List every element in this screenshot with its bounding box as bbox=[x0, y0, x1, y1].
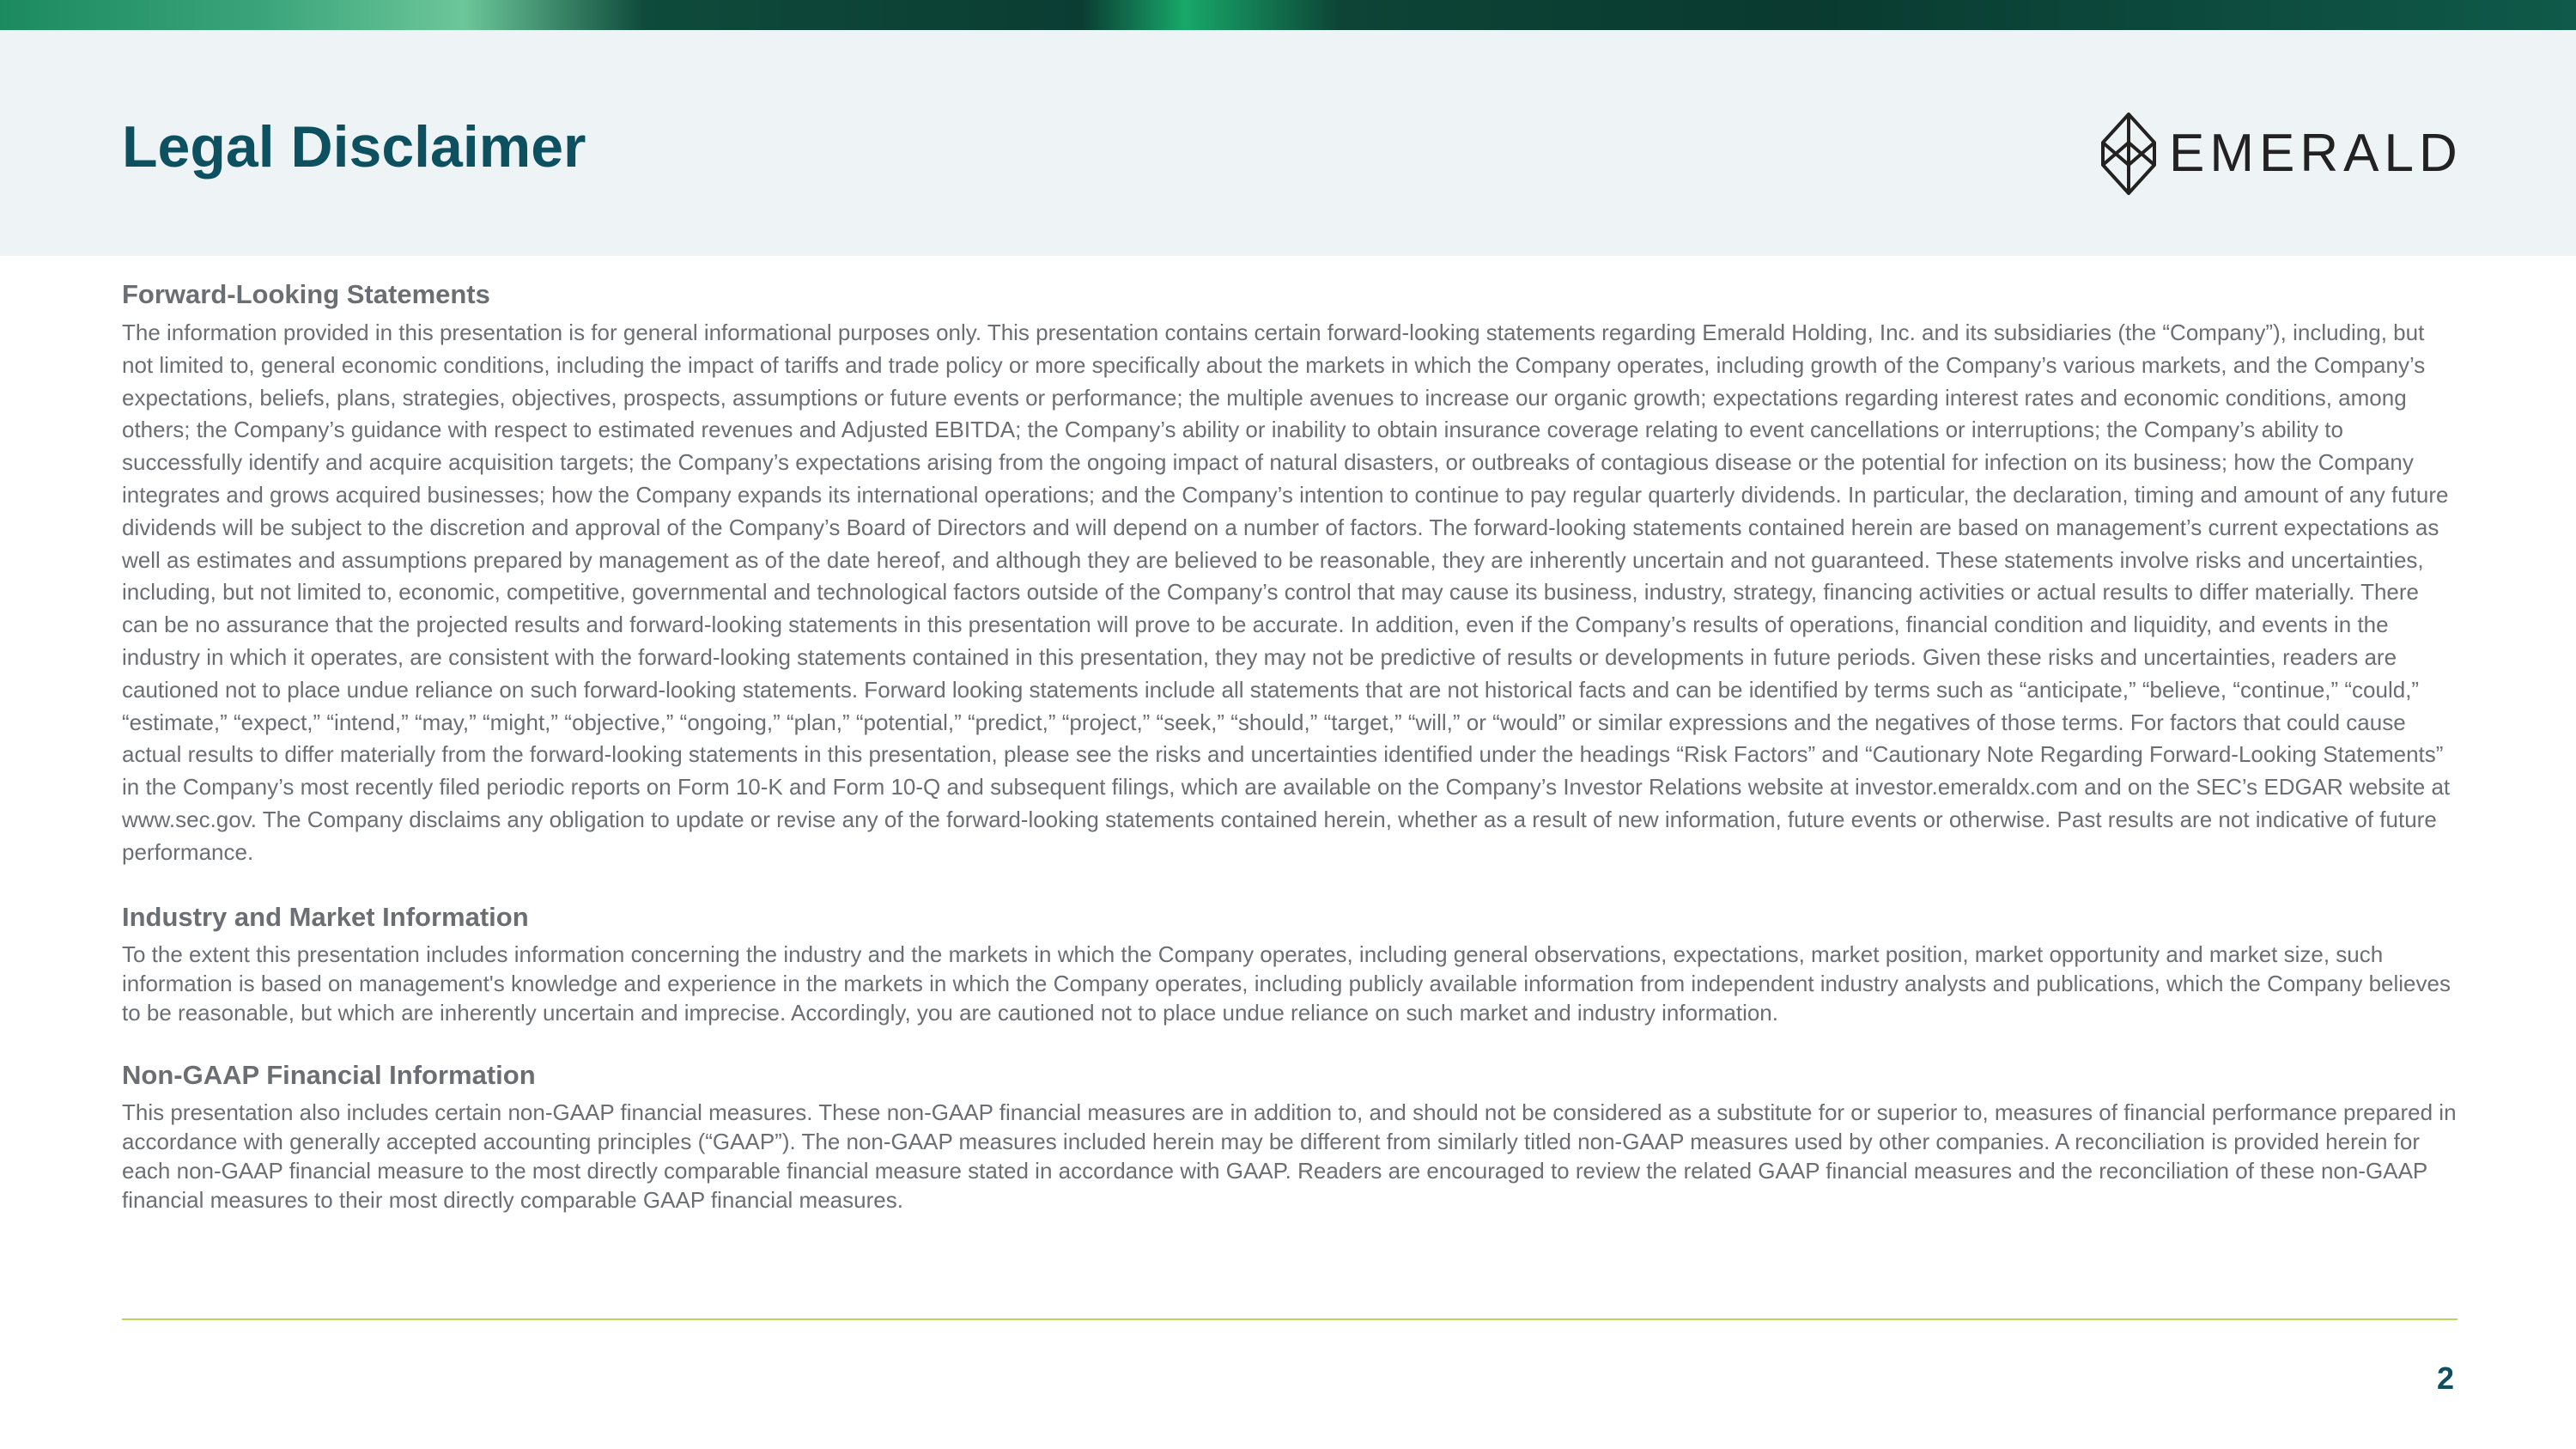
section-industry-market bbox=[122, 902, 2458, 1027]
emerald-gem-icon bbox=[2100, 112, 2157, 196]
top-decorative-band bbox=[0, 0, 2576, 30]
section-heading: Non-GAAP Financial Information bbox=[122, 1059, 536, 1090]
section-body: To the extent this presentation includes information concerning the industry and the markets in which the Company operates, including general observations, expectations, market position, market opportunity and market size, such information is based on management's knowledge and experience in the markets in which the Company operates, including publicly available information from independent industry analysts and publications, which the Company believes to be reasonable, but which are inherently uncertain and imprecise. Accordingly, you are cautioned not to place undue reliance on such market and industry information. bbox=[122, 941, 2451, 1026]
logo-wordmark: EMERALD bbox=[2169, 124, 2463, 183]
section-body: This presentation also includes certain non-GAAP financial measures. These non-GAAP financial measures are in addition to, and should not be considered as a substitute for or superior to, measures of financial performance prepared in accordance with generally accepted accounting principles (“GAAP”). The non-GAAP measures included herein may be different from similarly titled non-GAAP measures used by other companies. A reconciliation is provided herein for each non-GAAP financial measure to the most directly comparable financial measure stated in accordance with GAAP. Readers are encouraged to review the related GAAP financial measures and the reconciliation of these non-GAAP financial measures to their most directly comparable GAAP financial measures. bbox=[122, 1099, 2457, 1213]
page-title: Legal Disclaimer bbox=[122, 114, 586, 180]
footer-divider bbox=[122, 1318, 2458, 1320]
section-body: The information provided in this presentation is for general informational purposes only. This presentation contains certain forward-looking statements regarding Emerald Holding, Inc. and its subsidiaries (the “Company”), including, but not limited to, general economic conditions, including the impact of tariffs and trade policy or more specifically about the markets in which the Company operates, including growth of the Company’s various markets, and the Company’s expectations, beliefs, plans, strategies, objectives, prospects, assumptions or future events or performance; the multiple avenues to increase our organic growth; expectations regarding interest rates and economic conditions, among others; the Company’s guidance with respect to estimated revenues and Adjusted EBITDA; the Company’s ability or inability to obtain insurance coverage relating to event cancellations or interruptions; the Company’s ability to successfully identify and acquire acquisition targets; the Company’s expectations arising from the ongoing impact of natural disasters, or outbreaks of contagious disease or the potential for infection on its business; how the Company integrates and grows acquired businesses; how the Company expands its international operations; and the Company’s intention to continue to pay regular quarterly dividends. In particular, the declaration, timing and amount of any future dividends will be subject to the discretion and approval of the Company’s Board of Directors and will depend on a number of factors. The forward-looking statements contained herein are based on management’s current expectations as well as estimates and assumptions prepared by management as of the date hereof, and although they are believed to be reasonable, they are inherently uncertain and not guaranteed. These statements involve risks and uncertainties, including, but not limited to, economic, competitive, governmental and technological factors outside of the Company’s control that may cause its business, industry, strategy, financing activities or actual results to differ materially. There can be no assurance that the projected results and forward-looking statements in this presentation will prove to be accurate. In addition, even if the Company’s results of operations, financial condition and liquidity, and events in the industry in which it operates, are consistent with the forward-looking statements contained in this presentation, they may not be predictive of results or developments in future periods. Given these risks and uncertainties, readers are cautioned not to place undue reliance on such forward-looking statements. Forward looking statements include all statements that are not historical facts and can be identified by terms such as “anticipate,” “believe, “continue,” “could,” “estimate,” “expect,” “intend,” “may,” “might,” “objective,” “ongoing,” “plan,” “potential,” “predict,” “project,” “seek,” “should,” “target,” “will,” or “would” or similar expressions and the negatives of those terms. For factors that could cause actual results to differ materially from the forward-looking statements in this presentation, please see the risks and uncertainties identified under the headings “Risk Factors” and “Cautionary Note Regarding Forward-Looking Statements” in the Company’s most recently filed periodic reports on Form 10-K and Form 10-Q and subsequent filings, which are available on the Company’s Investor Relations website at investor.emeraldx.com and on the SEC’s EDGAR website at www.sec.gov. The Company disclaims any obligation to update or revise any of the forward-looking statements contained herein, whether as a result of new information, future events or otherwise. Past results are not indicative of future performance. bbox=[122, 320, 2451, 865]
section-heading: Industry and Market Information bbox=[122, 901, 529, 932]
disclaimer-content bbox=[122, 279, 2458, 1215]
page-number: 2 bbox=[2437, 1361, 2455, 1396]
section-forward-looking bbox=[122, 279, 2458, 869]
section-heading: Forward-Looking Statements bbox=[122, 279, 490, 309]
section-non-gaap bbox=[122, 1060, 2458, 1215]
emerald-logo bbox=[2100, 112, 2463, 196]
